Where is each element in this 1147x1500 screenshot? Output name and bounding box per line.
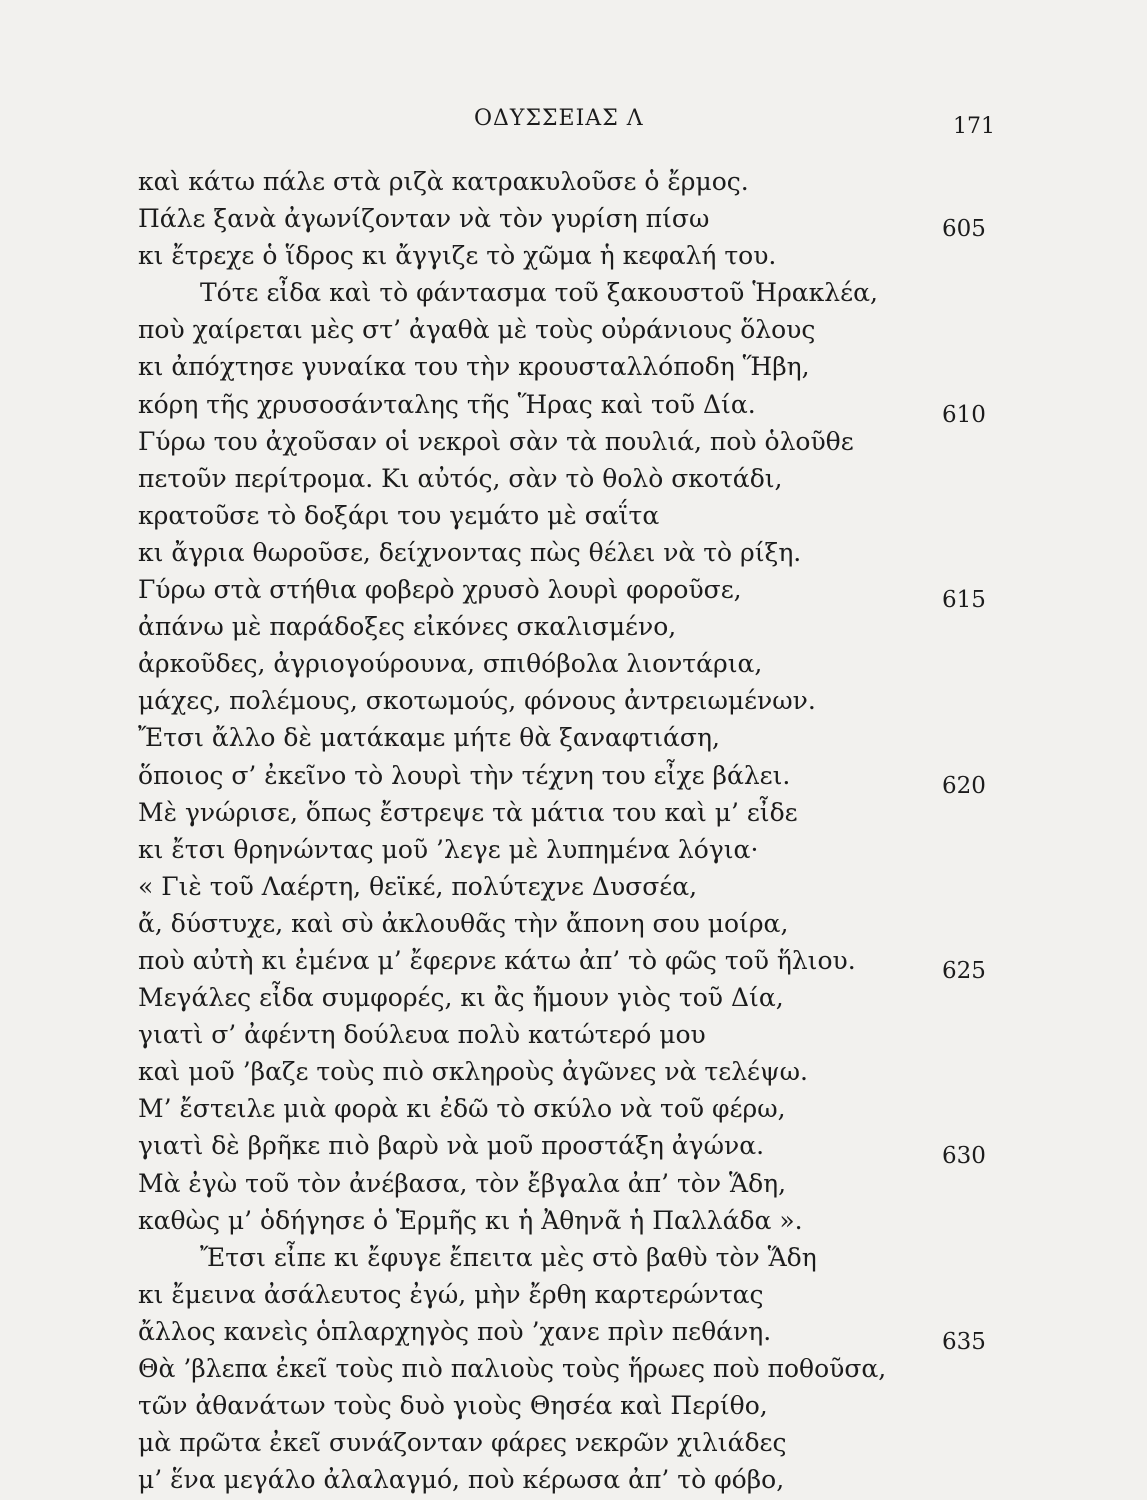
verse-line [0,1127,1147,1170]
verse-line [0,645,1147,682]
running-title: ΟΔΥΣΣΕΙΑΣ Λ [474,106,644,131]
verse-text: κι ἔτσι θρηνώντας μοῦ ’λεγε μὲ λυπημένα λόγια· [138,834,759,864]
verse-text: πετοῦν περίτρομα. Κι αὐτός, σὰν τὸ θολὸ σκοτάδι, [138,463,783,493]
verse-text: καὶ κάτω πάλε στὰ ριζὰ κατρακυλοῦσε ὁ ἔρμος. [138,167,749,196]
poem-text [0,163,1147,1498]
verse-line [0,497,1147,534]
verse-text: ποὺ αὐτὴ κι ἐμένα μ’ ἔφερνε κάτω ἀπ’ τὸ φῶς τοῦ ἥλιου. [138,945,856,975]
verse-text: Μ’ ἔστειλε μιὰ φορὰ κι ἐδῶ τὸ σκύλο νὰ τοῦ φέρω, [138,1094,786,1124]
verse-line [0,571,1147,614]
verse-line [0,1202,1147,1239]
verse-text: Πάλε ξανὰ ἀγωνίζονταν νὰ τὸν γυρίση πίσω [138,204,710,234]
verse-text: « Γιὲ τοῦ Λαέρτη, θεϊκέ, πολύτεχνε Δυσσέα, [138,871,698,901]
verse-text: κι ἀπόχτησε γυναίκα του τὴν κρουσταλλόποδη Ἥβη, [138,352,810,382]
page-header [0,100,1147,140]
line-number: 610 [942,401,986,428]
verse-line [0,1313,1147,1355]
verse-line [0,794,1147,831]
verse-text: Μὲ γνώρισε, ὅπως ἔστρεψε τὰ μάτια του καὶ μ’ εἶδε [138,797,798,827]
verse-line [0,200,1147,243]
verse-line [0,1053,1147,1090]
verse-line [0,905,1147,942]
verse-text: γιατὶ σ’ ἀφέντη δούλευα πολὺ κατώτερό μου [138,1020,706,1050]
verse-line [0,386,1147,428]
verse-text: κι ἔμεινα ἀσάλευτος ἐγώ, μὴν ἔρθη καρτερώντας [138,1279,764,1309]
verse-text: Θὰ ’βλεπα ἐκεῖ τοὺς πιὸ παλιοὺς τοὺς ἥρωες ποὺ ποθοῦσα, [138,1354,887,1383]
verse-text: ἄ, δύστυχε, καὶ σὺ ἀκλουθᾶς τὴν ἄπονη σου μοίρα, [138,908,789,938]
verse-line [0,1424,1147,1461]
verse-text: Ἔτσι ἄλλο δὲ ματάκαμε μήτε θὰ ξαναφτιάση, [138,723,720,753]
verse-line [0,163,1147,200]
verse-text: γιατὶ δὲ βρῆκε πιὸ βαρὺ νὰ μοῦ προστάξη ἀγώνα. [138,1131,765,1161]
verse-text: κι ἔτρεχε ὁ ἵδρος κι ἄγγιζε τὸ χῶμα ἡ κεφαλή του. [138,241,777,271]
verse-text: καὶ μοῦ ’βαζε τοὺς πιὸ σκληροὺς ἀγῶνες νὰ τελέψω. [138,1057,808,1087]
verse-text: κόρη τῆς χρυσοσάνταλης τῆς Ἥρας καὶ τοῦ Δία. [138,389,756,419]
verse-line [0,1239,1147,1276]
verse-line [0,682,1147,719]
line-number: 605 [942,216,986,243]
verse-text: μ’ ἕνα μεγάλο ἀλαλαγμό, ποὺ κέρωσα ἀπ’ τὸ φόβο, [138,1465,785,1495]
line-number: 615 [942,587,986,614]
verse-text: Τότε εἶδα καὶ τὸ φάντασμα τοῦ ξακουστοῦ Ἡρακλέα, [200,278,878,308]
verse-line [0,311,1147,348]
verse-line [0,348,1147,385]
line-number: 635 [942,1328,986,1355]
verse-line [0,1461,1147,1498]
line-number: 625 [942,957,986,984]
verse-line [0,237,1147,274]
verse-text: Μὰ ἐγὼ τοῦ τὸν ἀνέβασα, τὸν ἔβγαλα ἀπ’ τὸν Ἅδη, [138,1168,787,1198]
verse-text: καθὼς μ’ ὁδήγησε ὁ Ἑρμῆς κι ἡ Ἀθηνᾶ ἡ Παλλάδα ». [138,1205,803,1235]
verse-text: ποὺ χαίρεται μὲς στ’ ἀγαθὰ μὲ τοὺς οὐράνιους ὅλους [138,315,816,345]
verse-text: Γύρω του ἀχοῦσαν οἱ νεκροὶ σὰν τὰ πουλιά, ποὺ ὁλοῦθε [138,426,854,456]
line-number: 620 [942,772,986,799]
page-number: 171 [953,114,995,139]
verse-line [0,1387,1147,1424]
verse-text: κρατοῦσε τὸ δοξάρι του γεμάτο μὲ σαΐτα [138,500,660,530]
verse-line [0,608,1147,645]
verse-line [0,868,1147,905]
verse-text: Μεγάλες εἶδα συμφορές, κι ἂς ἤμουν γιὸς τοῦ Δία, [138,983,784,1013]
verse-line [0,979,1147,1016]
verse-line [0,757,1147,799]
verse-line [0,1165,1147,1202]
verse-line [0,274,1147,311]
verse-line [0,1090,1147,1127]
verse-line [0,1276,1147,1313]
verse-text: μάχες, πολέμους, σκοτωμούς, φόνους ἀντρειωμένων. [138,686,816,716]
verse-line [0,719,1147,756]
verse-text: τῶν ἀθανάτων τοὺς δυὸ γιοὺς Θησέα καὶ Περίθο, [138,1391,768,1421]
verse-text: ἄλλος κανεὶς ὁπλαρχηγὸς ποὺ ’χανε πρὶν πεθάνη. [138,1316,772,1346]
verse-text: ἀρκοῦδες, ἀγριογούρουνα, σπιθόβολα λιοντάρια, [138,649,763,679]
verse-line [0,942,1147,984]
verse-line [0,534,1147,571]
verse-text: ἀπάνω μὲ παράδοξες εἰκόνες σκαλισμένο, [138,612,677,642]
verse-line [0,1350,1147,1387]
verse-text: κι ἄγρια θωροῦσε, δείχνοντας πὼς θέλει νὰ τὸ ρίξη. [138,537,802,567]
verse-line [0,460,1147,497]
verse-text: μὰ πρῶτα ἐκεῖ συνάζονταν φάρες νεκρῶν χιλιάδες [138,1428,787,1458]
verse-line [0,423,1147,460]
verse-line [0,831,1147,868]
verse-text: Ἔτσι εἶπε κι ἔφυγε ἔπειτα μὲς στὸ βαθὺ τὸν Ἅδη [200,1242,817,1272]
line-number: 630 [942,1143,986,1170]
verse-text: ὅποιος σ’ ἐκεῖνο τὸ λουρὶ τὴν τέχνη του εἶχε βάλει. [138,760,791,790]
verse-line [0,1016,1147,1053]
verse-text: Γύρω στὰ στήθια φοβερὸ χρυσὸ λουρὶ φοροῦσε, [138,575,742,605]
